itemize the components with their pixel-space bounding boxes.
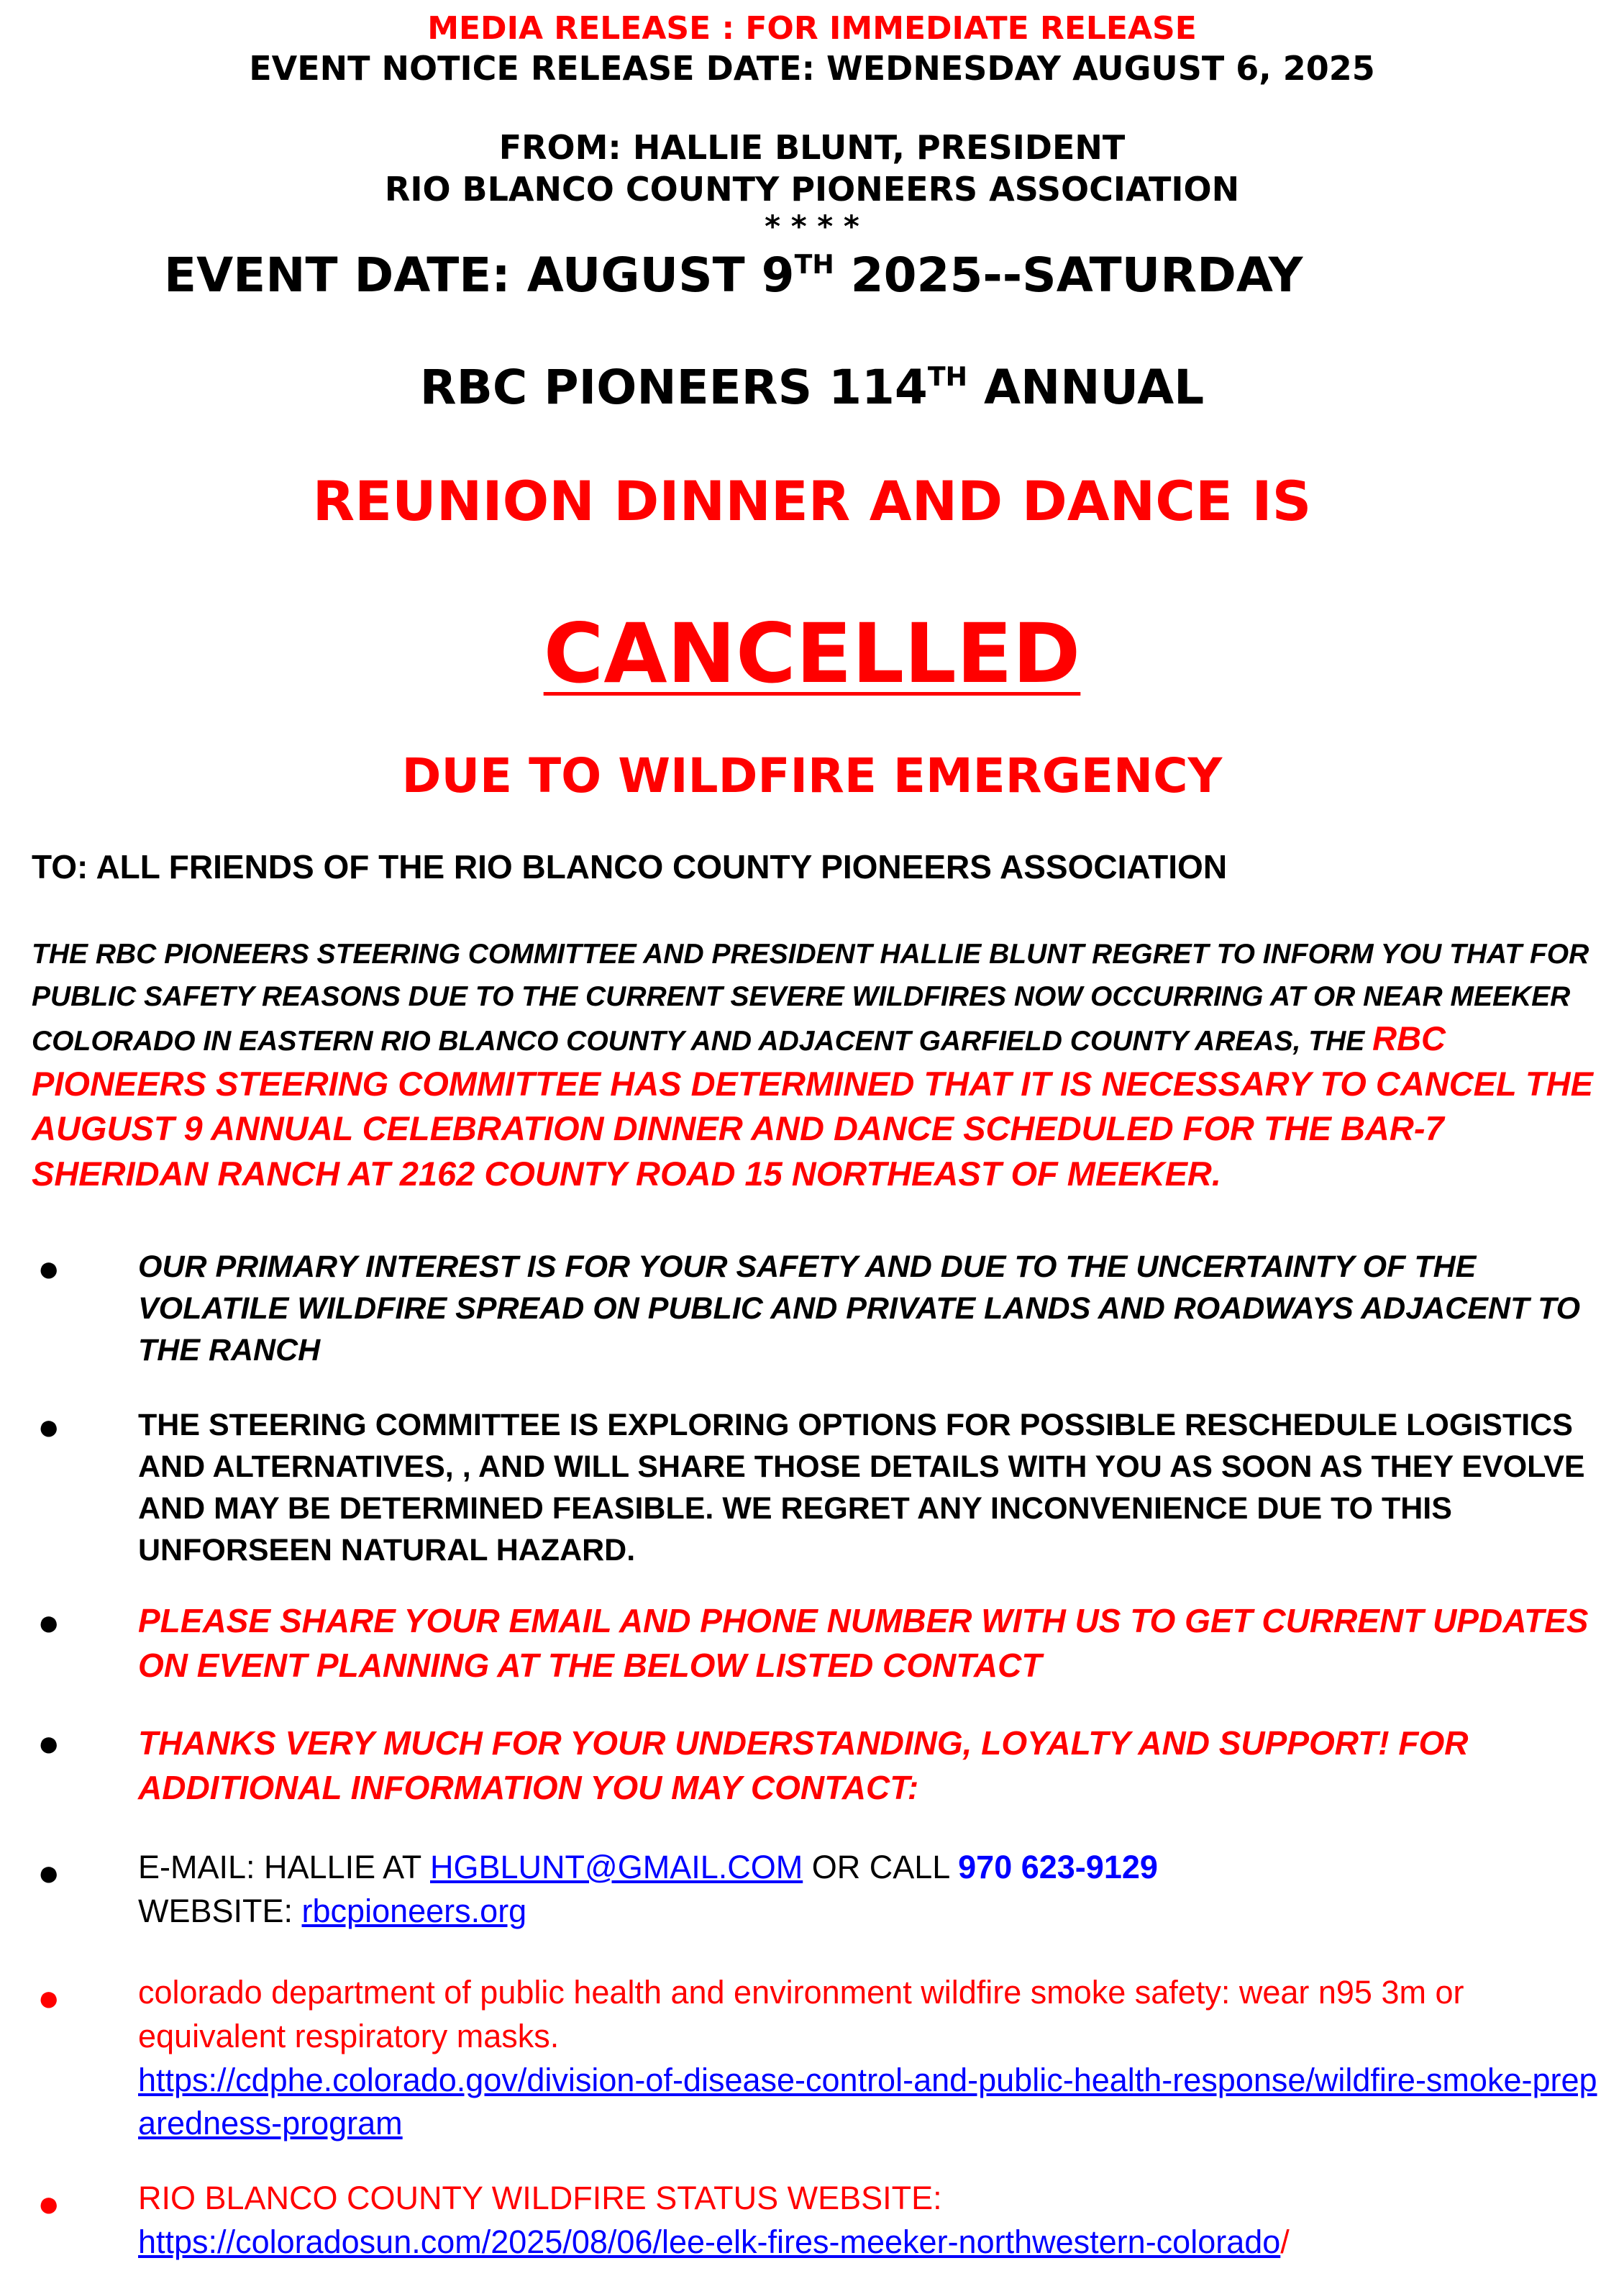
annual-prefix: RBC PIONEERS 114 (419, 360, 928, 415)
cdphe-link[interactable]: https://cdphe.colorado.gov/division-of-disease-control-and-public-health-response/wildfire-smoke-preparedness-program (138, 2061, 1597, 2142)
wildfire-status-label: RIO BLANCO COUNTY WILDFIRE STATUS WEBSITE: (138, 2180, 942, 2216)
phone-number: 970 623-9129 (958, 1849, 1158, 1885)
announcement-paragraph (32, 934, 1607, 1198)
association-name: RIO BLANCO COUNTY PIONEERS ASSOCIATION (384, 170, 1240, 209)
cdphe-text: colorado department of public health and environment wildfire smoke safety: wear n95 3m or equivalent respiratory masks. (138, 1974, 1464, 2054)
website-label: WEBSITE: (138, 1892, 302, 1929)
event-date-ordinal: TH (794, 248, 834, 280)
bullet-marker: ● (37, 1852, 60, 1894)
separator-stars: * * * * (765, 209, 859, 244)
bullet-reschedule: THE STEERING COMMITTEE IS EXPLORING OPTIONS FOR POSSIBLE RESCHEDULE LOGISTICS AND ALTERNATIVES, , AND WILL SHARE THOSE DETAILS WITH YOU AS SOON AS THEY EVOLVE AND MAY BE DETERMINED FEASIBLE. WE REGRET ANY INCONVENIENCE DUE TO THIS UNFORSEEN NATURAL HAZARD. (138, 1408, 1585, 1568)
due-to-wildfire-heading: DUE TO WILDFIRE EMERGENCY (401, 748, 1223, 804)
bullet-cdphe (138, 1971, 1612, 2146)
link-trailing-slash: / (1280, 2223, 1290, 2260)
event-date-suffix: 2025--SATURDAY (834, 247, 1303, 303)
annual-ordinal: TH (927, 360, 967, 392)
wildfire-status-link[interactable]: https://coloradosun.com/2025/08/06/lee-elk-fires-meeker-northwestern-colorado (138, 2223, 1281, 2260)
recipients-line: TO: ALL FRIENDS OF THE RIO BLANCO COUNTY PIONEERS ASSOCIATION (32, 848, 1228, 886)
event-date (164, 247, 1303, 303)
annual-heading (0, 360, 1624, 415)
bullet-safety: OUR PRIMARY INTEREST IS FOR YOUR SAFETY AND DUE TO THE UNCERTAINTY OF THE VOLATILE WILDFIRE SPREAD ON PUBLIC AND PRIVATE LANDS AND ROADWAYS ADJACENT TO THE RANCH (138, 1249, 1581, 1368)
reunion-heading: REUNION DINNER AND DANCE IS (312, 469, 1312, 533)
bullet-marker: ● (37, 1602, 60, 1644)
bullet-share-contact: PLEASE SHARE YOUR EMAIL AND PHONE NUMBER WITH US TO GET CURRENT UPDATES ON EVENT PLANNING AT THE BELOW LISTED CONTACT (138, 1602, 1589, 1685)
email-link[interactable]: HGBLUNT@GMAIL.COM (430, 1849, 803, 1885)
announcement-decision: RBC PIONEERS STEERING COMMITTEE HAS DETERMINED THAT IT IS NECESSARY TO CANCEL THE AUGUST 9 ANNUAL CELEBRATION DINNER AND DANCE SCHEDULED FOR THE BAR-7 SHERIDAN RANCH AT 2162 COUNTY ROAD 15 NORTHEAST OF MEEKER. (32, 1019, 1593, 1193)
email-label: E-MAIL: HALLIE AT (138, 1849, 430, 1885)
bullet-marker: ● (37, 2183, 60, 2225)
bullet-marker: ● (37, 1977, 60, 2019)
cancelled-heading: CANCELLED (543, 606, 1081, 701)
bullet-contact-info (138, 1846, 1612, 1934)
website-link[interactable]: rbcpioneers.org (301, 1892, 527, 1929)
notice-release-date: EVENT NOTICE RELEASE DATE: WEDNESDAY AUGUST 6, 2025 (249, 49, 1375, 88)
bullet-wildfire-status (138, 2177, 1612, 2264)
bullet-thanks: THANKS VERY MUCH FOR YOUR UNDERSTANDING, LOYALTY AND SUPPORT! FOR ADDITIONAL INFORMATION YOU MAY CONTACT: (138, 1724, 1469, 1807)
annual-suffix: ANNUAL (967, 360, 1205, 415)
from-line: FROM: HALLIE BLUNT, PRESIDENT (498, 128, 1126, 167)
bullet-marker: ● (37, 1406, 60, 1448)
announcement-intro: THE RBC PIONEERS STEERING COMMITTEE AND PRESIDENT HALLIE BLUNT REGRET TO INFORM YOU THAT FOR PUBLIC SAFETY REASONS DUE TO THE CURRENT SEVERE WILDFIRES NOW OCCURRING AT OR NEAR MEEKER COLORADO IN EASTERN RIO BLANCO COUNTY AND ADJACENT GARFIELD COUNTY AREAS, THE (32, 939, 1589, 1057)
bullet-marker: ● (37, 1248, 60, 1290)
call-label: OR CALL (803, 1849, 959, 1885)
media-release-heading: MEDIA RELEASE : FOR IMMEDIATE RELEASE (427, 10, 1197, 47)
bullet-marker: ● (37, 1723, 60, 1765)
event-date-prefix: EVENT DATE: AUGUST 9 (164, 247, 795, 303)
